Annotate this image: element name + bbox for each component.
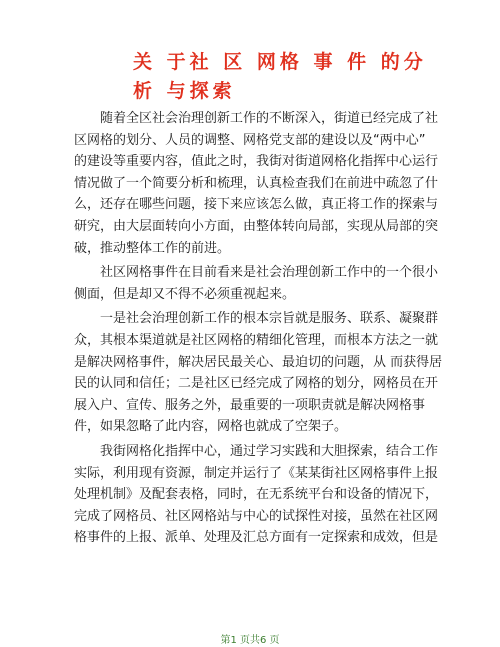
text-line: 么，还存在哪些问题，接下来应该怎么做，真正将工作的探索与 [74, 197, 439, 213]
paragraph [74, 108, 439, 259]
text-line: 民的认同和信任；二是社区已经完成了网格的划分，网格员在开 [74, 376, 439, 392]
text-line: 研究，由大层面转向小方面，由整体转向局部，实现从局部的突 [74, 218, 439, 234]
text-line: 区网格的划分、人员的调整、网格党支部的建设以及“两中心” [74, 132, 426, 148]
text-line: 处理机制》及配套表格，同时，在无系统平台和设备的情况下， [74, 487, 439, 503]
paragraph [74, 441, 439, 549]
document-body [74, 108, 443, 552]
title-line: 析 与探索 [133, 80, 236, 102]
text-line: 一是社会治理创新工作的根本宗旨就是服务、联系、凝聚群 [100, 311, 439, 327]
paragraph [74, 262, 439, 305]
text-line: 的建设等重要内容，值此之时，我街对街道网格化指挥中心运行 [74, 154, 439, 170]
text-line: 随着全区社会治理创新工作的不断深入，街道已经完成了社 [100, 111, 439, 126]
paragraph [74, 308, 443, 438]
text-line: 实际，利用现有资源，制定并运行了《某某街社区网格事件上报 [74, 465, 439, 481]
text-line: 社区网格事件在目前看来是社会治理创新工作中的一个很小 [100, 265, 439, 281]
text-line: 我街网格化指挥中心，通过学习实践和大胆探索，结合工作 [100, 443, 439, 459]
text-line: 格事件的上报、派单、处理及汇总方面有一定探索和成效，但是 [74, 530, 439, 546]
title-line: 关 于社 区 网格 事 件 的分 [133, 51, 427, 73]
text-line: 展入户、宣传、服务之外，最重要的一项职责就是解决网格事 [74, 397, 426, 413]
text-line: 众，其根本渠道就是社区网格的精细化管理，而根本方法之一就 [74, 332, 439, 348]
text-line: 侧面，但是却又不得不必须重视起来。 [74, 286, 296, 302]
page-footer: 第1 页共6 页 [220, 635, 280, 646]
text-line: 件，如果忽略了此内容，网格也就成了空架子。 [74, 419, 348, 435]
text-line: 情况做了一个简要分析和梳理，认真检查我们在前进中疏忽了什 [74, 175, 439, 191]
text-line: 是解决网格事件，解决居民最关心、最迫切的问题，从 而获得居 [74, 354, 443, 370]
text-line: 破，推动整体工作的前进。 [74, 240, 231, 256]
text-line: 完成了网格员、社区网格站与中心的试探性对接，虽然在社区网 [74, 508, 439, 524]
document-title [133, 48, 427, 106]
